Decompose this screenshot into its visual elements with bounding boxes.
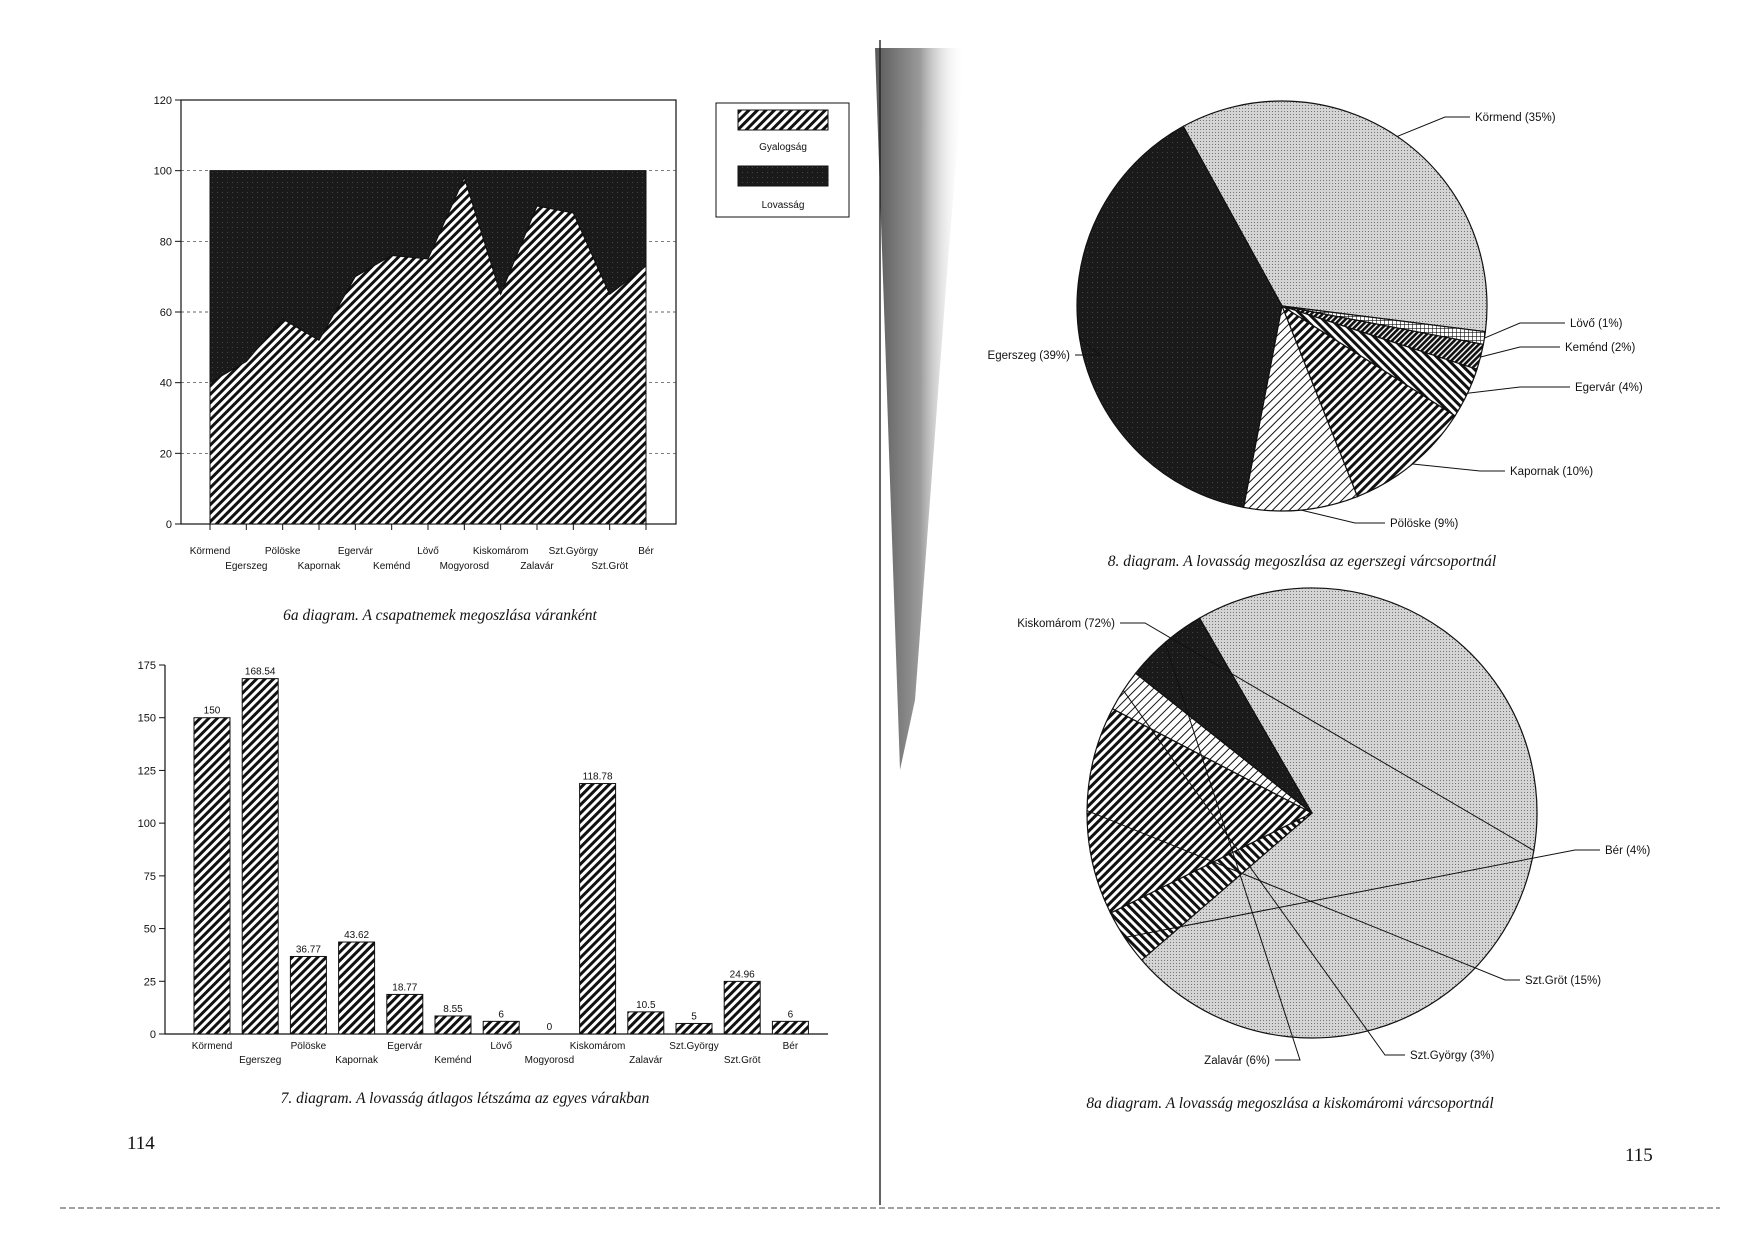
x-tick-label-mogyorosd: Mogyorosd [524,1055,575,1066]
y-tick-label: 75 [143,870,156,883]
x-tick-label-mogyorosd: Mogyorosd [439,561,490,572]
x-tick-label-szt-grot: Szt.Gröt [723,1055,761,1066]
chart-6a-areas [210,171,646,524]
binding-shadow [875,48,965,770]
y-tick-label: 100 [153,165,172,178]
x-tick-label-kemend: Keménd [434,1055,472,1066]
x-tick-label-szt-gyorgy: Szt.György [669,1041,719,1052]
chart-8-slices [1077,101,1487,511]
leader-line [1397,117,1470,136]
bar-egerszeg [242,679,278,1034]
y-tick-label: 80 [159,236,172,249]
x-tick-label-egerszeg: Egerszeg [239,1055,282,1066]
x-tick-label-poloske: Pölöske [290,1041,327,1052]
y-tick-label: 0 [165,519,172,531]
bar-value-label: 118.78 [582,771,613,783]
leader-line [1484,323,1565,338]
x-tick-label-lovo: Lövő [490,1041,513,1052]
bar-kemend [435,1016,471,1034]
x-tick-label-ber: Bér [638,546,654,557]
chart-7-y-axis [138,660,165,1041]
leader-line [1413,464,1505,471]
chart-6a [154,95,849,624]
bar-value-label: 0 [546,1022,553,1033]
x-tick-label-kormend: Körmend [191,1041,233,1052]
bar-poloske [290,956,326,1034]
bar-zalavar [628,1012,664,1034]
x-tick-label-lovo: Lövő [417,546,439,557]
y-tick-label: 20 [159,448,172,461]
slice-label-egerszeg: Egerszeg (39%) [987,350,1070,362]
bar-value-label: 18.77 [392,982,418,994]
x-tick-label-ber: Bér [782,1041,799,1052]
x-tick-label-kapornak: Kapornak [335,1055,379,1066]
bar-ber [772,1021,808,1034]
legend-label-gyalogsag: Gyalogság [759,142,807,153]
x-tick-label-egervar: Egervár [337,546,373,557]
bar-szt-gyorgy [676,1023,712,1034]
y-tick-label: 60 [159,307,172,319]
slice-label-poloske: Pölöske (9%) [1390,518,1459,530]
bar-kormend [194,718,230,1034]
bar-value-label: 6 [498,1009,504,1021]
x-tick-label-szt-gyorgy: Szt.György [548,546,599,557]
x-tick-label-szt-grot: Szt.Gröt [591,561,629,572]
y-tick-label: 175 [137,660,156,672]
x-tick-label-egerszeg: Egerszeg [225,561,268,572]
y-tick-label: 40 [159,377,172,390]
leader-line [1467,387,1570,393]
slice-label-egervar: Egervár (4%) [1575,382,1643,394]
chart-6a-x-axis [190,524,655,572]
bar-value-label: 168.54 [244,666,276,678]
bar-value-label: 8.55 [443,1003,463,1015]
x-tick-label-kiskomarom: Kiskomárom [472,546,529,557]
caption-8a: 8a diagram. A lovasság megoszlása a kiskomáromi várcsoportnál [1086,1095,1494,1112]
slice-label-szt-gyorgy: Szt.György (3%) [1410,1050,1495,1062]
slice-label-lovo: Lövő (1%) [1570,318,1623,330]
bar-value-label: 36.77 [295,944,321,956]
chart-8a [1017,588,1650,1112]
bar-kiskomarom [580,784,616,1034]
bar-szt-grot [724,981,760,1034]
slice-label-ber: Bér (4%) [1605,845,1651,857]
x-tick-label-zalavar: Zalavár [520,561,554,572]
slice-label-zalavar: Zalavár (6%) [1204,1055,1270,1067]
chart-6a-y-axis [154,95,181,531]
bar-lovo [483,1021,519,1034]
bar-value-label: 6 [787,1009,794,1021]
legend-label-lovassag: Lovasság [761,200,805,211]
slice-label-kiskomarom: Kiskomárom (72%) [1017,618,1115,630]
y-tick-label: 50 [143,923,156,936]
legend-swatch-gyalogsag [738,110,828,130]
legend-swatch-lovassag [738,166,828,186]
bar-value-label: 10.5 [636,999,656,1011]
caption-7: 7. diagram. A lovasság átlagos létszáma az egyes várakban [280,1090,650,1107]
bar-value-label: 150 [203,705,221,717]
slice-label-kormend: Körmend (35%) [1475,112,1556,124]
y-tick-label: 25 [143,976,156,989]
y-tick-label: 150 [137,712,156,725]
slice-label-szt-grot: Szt.Gröt (15%) [1525,975,1602,987]
bar-value-label: 43.62 [344,930,370,942]
chart-7 [138,660,828,1107]
chart-7-x-axis [192,1041,799,1066]
bar-kapornak [339,942,375,1034]
chart-6a-legend [716,103,849,217]
bar-egervar [387,994,423,1034]
y-tick-label: 0 [149,1029,156,1041]
x-tick-label-kormend: Körmend [189,546,231,557]
page-number-right: 115 [1625,1145,1653,1166]
x-tick-label-zalavar: Zalavár [629,1055,663,1066]
x-tick-label-poloske: Pölöske [264,546,301,557]
bar-value-label: 24.96 [729,969,755,981]
x-tick-label-egervar: Egervár [387,1041,423,1052]
chart-7-bars [194,667,808,1034]
y-tick-label: 125 [137,765,156,778]
x-tick-label-kapornak: Kapornak [297,561,341,572]
caption-8: 8. diagram. A lovasság megoszlása az egerszegi várcsoportnál [1107,553,1497,570]
y-tick-label: 120 [153,95,172,107]
leader-line [1481,347,1560,357]
slice-label-kapornak: Kapornak (10%) [1510,466,1594,478]
x-tick-label-kiskomarom: Kiskomárom [569,1041,626,1052]
chart-8 [988,101,1643,570]
x-tick-label-kemend: Keménd [373,561,411,572]
caption-6a: 6a diagram. A csapatnemek megoszlása váranként [283,607,597,624]
y-tick-label: 100 [137,818,156,831]
slice-label-kemend: Keménd (2%) [1565,342,1636,354]
leader-line [1301,510,1385,523]
page-number-left: 114 [127,1133,155,1154]
bar-value-label: 5 [691,1011,697,1023]
